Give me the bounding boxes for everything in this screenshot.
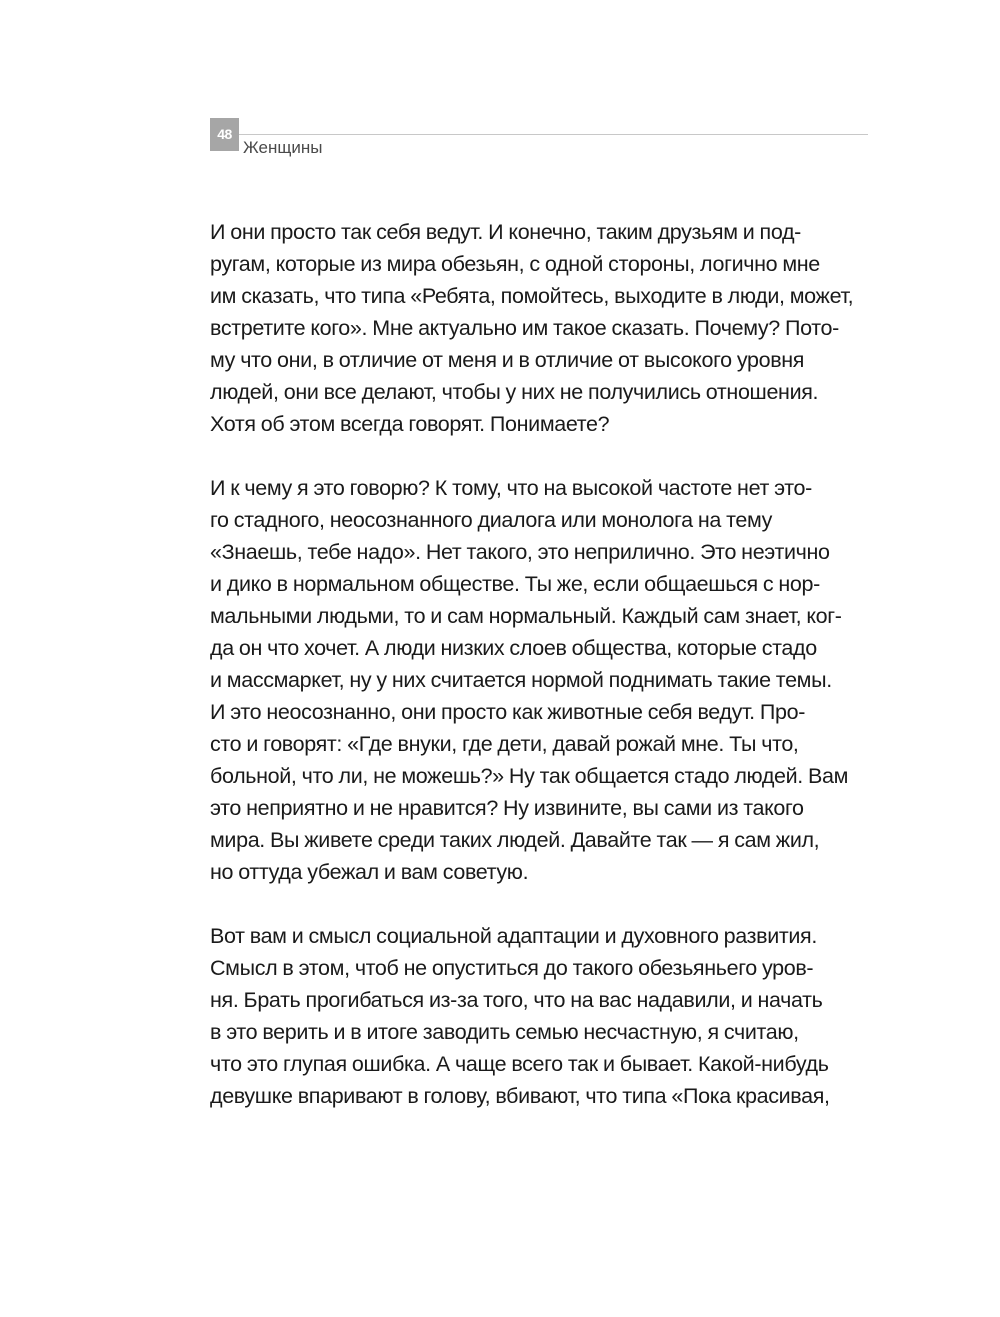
body-text (210, 216, 870, 1144)
text-line: да он что хочет. А люди низких слоев общества, которые стадо (210, 636, 817, 660)
text-line: мальными людьми, то и сам нормальный. Каждый сам знает, ког- (210, 604, 842, 628)
text-line: Вот вам и смысл социальной адаптации и духовного развития. (210, 924, 817, 948)
paragraph-1 (210, 216, 870, 440)
text-line: И они просто так себя ведут. И конечно, таким друзьям и под- (210, 220, 801, 244)
text-line: и дико в нормальном обществе. Ты же, если общаешься с нор- (210, 572, 820, 596)
header-divider (239, 134, 868, 135)
text-line: ня. Брать прогибаться из-за того, что на вас надавили, и начать (210, 988, 823, 1012)
text-line: девушке впаривают в голову, вбивают, что типа «Пока красивая, (210, 1084, 830, 1108)
text-line: больной, что ли, не можешь?» Ну так общается стадо людей. Вам (210, 764, 849, 788)
text-line: это неприятно и не нравится? Ну извините, вы сами из такого (210, 796, 804, 820)
text-line: людей, они все делают, чтобы у них не получились отношения. (210, 380, 819, 404)
paragraph-3 (210, 920, 870, 1112)
paragraph-2 (210, 472, 870, 888)
text-line: го стадного, неосознанного диалога или монолога на тему (210, 508, 773, 532)
text-line: му что они, в отличие от меня и в отличие от высокого уровня (210, 348, 805, 372)
text-line: встретите кого». Мне актуально им такое сказать. Почему? Пото- (210, 316, 839, 340)
text-line: в это верить и в итоге заводить семью несчастную, я считаю, (210, 1020, 799, 1044)
text-line: И это неосознанно, они просто как животные себя ведут. Про- (210, 700, 806, 724)
text-line: «Знаешь, тебе надо». Нет такого, это неприлично. Это неэтично (210, 540, 830, 564)
text-line: им сказать, что типа «Ребята, помойтесь, выходите в люди, может, (210, 284, 854, 308)
text-line: что это глупая ошибка. А чаще всего так и бывает. Какой-нибудь (210, 1052, 829, 1076)
running-header (210, 118, 870, 168)
text-line: ругам, которые из мира обезьян, с одной стороны, логично мне (210, 252, 820, 276)
text-line: но оттуда убежал и вам советую. (210, 860, 529, 884)
text-line: И к чему я это говорю? К тому, что на высокой частоте нет это- (210, 476, 812, 500)
section-title: Женщины (243, 138, 323, 157)
text-line: Смысл в этом, чтоб не опуститься до такого обезьяньего уров- (210, 956, 814, 980)
text-line: Хотя об этом всегда говорят. Понимаете? (210, 412, 610, 436)
text-line: и массмаркет, ну у них считается нормой поднимать такие темы. (210, 668, 832, 692)
page-number: 48 (210, 118, 239, 151)
text-line: мира. Вы живете среди таких людей. Давайте так — я сам жил, (210, 828, 820, 852)
text-line: сто и говорят: «Где внуки, где дети, давай рожай мне. Ты что, (210, 732, 799, 756)
